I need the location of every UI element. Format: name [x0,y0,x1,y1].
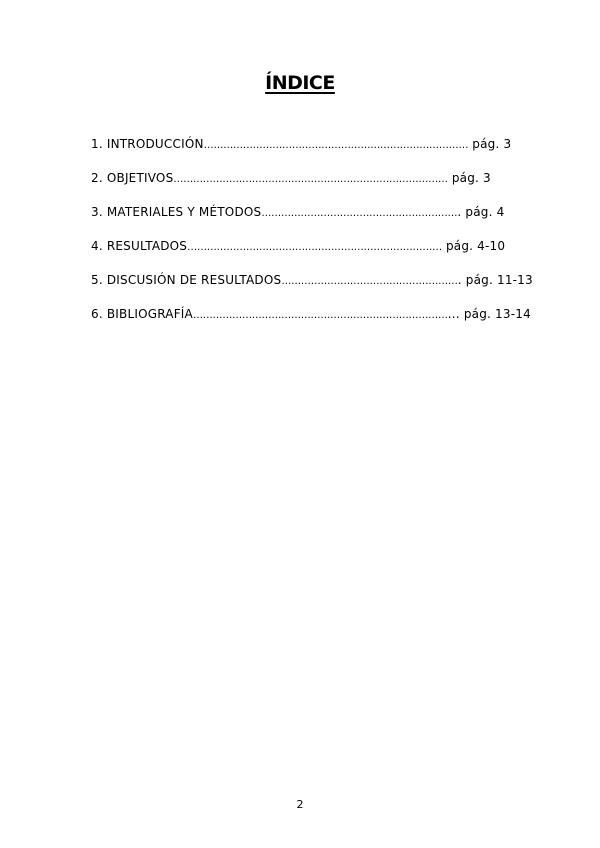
toc-entry-label: 3. MATERIALES Y MÉTODOS [91,205,262,219]
toc-entry-label: 5. DISCUSIÓN DE RESULTADOS [91,273,282,287]
table-of-contents [91,136,533,340]
toc-entry-leader: …………………………………………………………………… [187,242,442,253]
toc-entry-introduccion [91,136,533,170]
toc-entry-leader: …………………………………………………… [261,208,458,219]
toc-entry-page: . pág. 11-13 [457,273,533,287]
toc-entry-label: 4. RESULTADOS [91,239,188,253]
toc-entry-leader: ……………………………………………………………………… [203,140,469,151]
toc-entry-label: 2. OBJETIVOS [91,171,174,185]
toc-entry-materiales-y-metodos [91,204,533,238]
page-title: ÍNDICE [265,72,335,94]
toc-entry-label: 1. INTRODUCCIÓN [91,137,204,151]
toc-entry-label: 6. BIBLIOGRAFÍA [91,307,193,321]
toc-entry-bibliografia [91,306,533,340]
toc-entry-resultados [91,238,533,272]
toc-entry-page: pág. 4-10 [441,239,506,253]
toc-entry-discusion [91,272,533,306]
page-number: 2 [296,798,304,811]
toc-entry-page: pág. 3 [447,171,491,185]
toc-entry-page: pág. 3 [468,137,512,151]
toc-entry-leader: ……………………………………………… [281,276,458,287]
toc-entry-leader: ………………………………………………………………………… [173,174,448,185]
toc-entry-objetivos [91,170,533,204]
toc-entry-page: ... pág. 13-14 [447,307,531,321]
toc-entry-leader: …………………………………………………………………… [192,310,448,321]
toc-entry-page: . pág. 4 [457,205,505,219]
